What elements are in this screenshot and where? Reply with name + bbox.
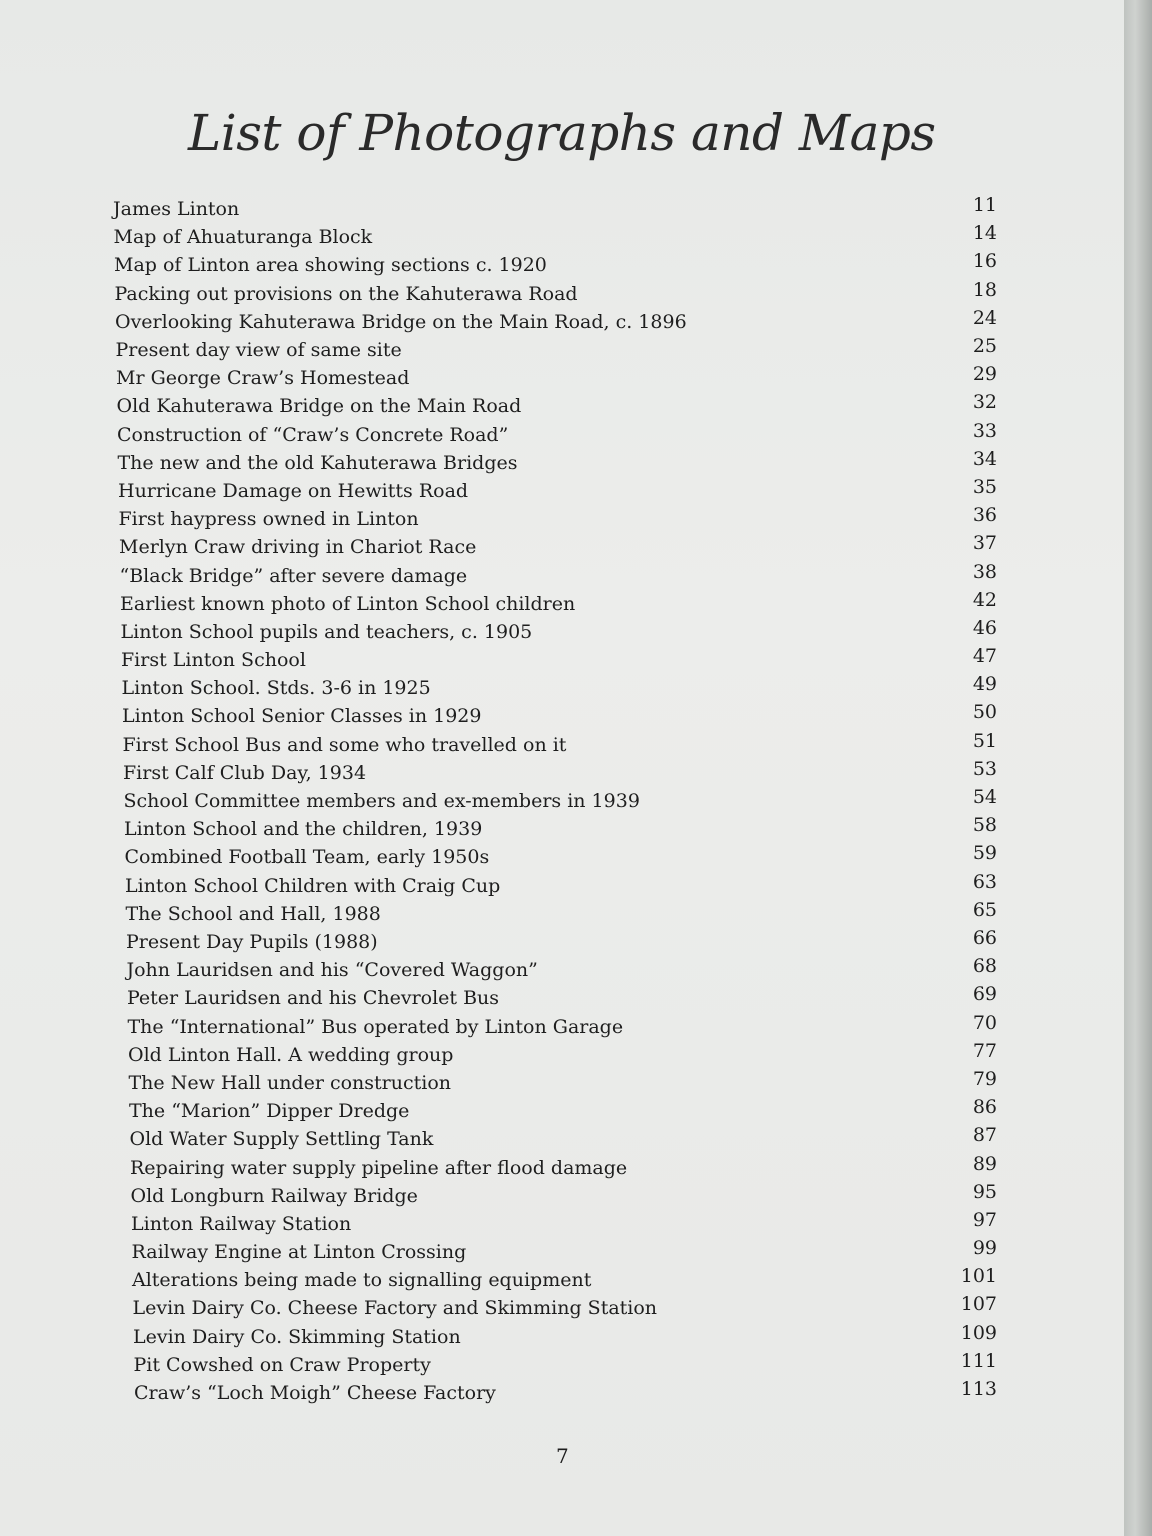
list-item [131,1208,997,1239]
list-item [133,1349,998,1380]
list-item [119,560,998,591]
list-item-page: 95 [972,1180,997,1203]
list-item [126,955,998,985]
list-item [118,475,997,506]
list-item [126,927,997,957]
list-item-page: 33 [972,419,997,442]
list-item-title: The “Marion” Dipper Dredge [129,1100,410,1123]
list-item-page: 86 [972,1096,997,1119]
list-item-page: 109 [960,1321,997,1344]
list-item-title: Old Longburn Railway Bridge [130,1184,418,1207]
list-item-page: 89 [972,1152,997,1175]
list-item-title: The “International” Bus operated by Linton Garage [127,1015,624,1038]
list-item-page: 70 [972,1011,997,1034]
list-item-title: First School Bus and some who travelled on it [122,733,567,756]
list-item-page: 66 [972,927,997,949]
list-item-page: 54 [972,786,997,808]
list-item-title: “Black Bridge” after severe damage [119,564,468,587]
list-item [122,729,998,760]
list-item-page: 107 [960,1293,997,1316]
list-item-page: 25 [972,335,997,357]
list-item-title: Construction of “Craw’s Concrete Road” [117,423,509,446]
list-item [114,250,997,280]
list-item-title: Linton School pupils and teachers, c. 1905 [120,620,533,643]
list-item-page: 50 [972,701,997,724]
list-item-title: First haypress owned in Linton [118,508,419,531]
list-item-title: Linton Railway Station [131,1212,352,1235]
list-item-title: The new and the old Kahuterawa Bridges [117,451,518,474]
list-item-page: 113 [960,1378,997,1400]
list-item-title: Pit Cowshed on Craw Property [133,1353,431,1376]
list-item [124,814,997,844]
list-item-title: Peter Lauridsen and his Chevrolet Bus [127,987,500,1010]
list-item-page: 79 [972,1067,997,1090]
list-item-page: 16 [972,250,997,273]
list-item-page: 77 [972,1039,997,1062]
list-item [125,898,998,929]
list-item-title: Old Water Supply Settling Tank [129,1128,434,1151]
list-item-page: 49 [972,673,997,696]
list-item-title: James Linton [113,198,240,220]
list-item-page: 68 [972,955,997,978]
list-item-title: Alterations being made to signalling equipment [132,1269,592,1292]
list-item-page: 11 [972,194,997,216]
list-item [123,757,997,788]
list-item [115,335,998,365]
list-item-page: 36 [972,504,997,527]
page-title: List of Photographs and Maps [188,104,936,162]
list-item-title: First Linton School [121,649,306,671]
list-item-page: 29 [972,363,997,386]
list-item-title: Packing out provisions on the Kahuterawa Road [114,282,578,305]
list-item-title: Linton School Children with Craig Cup [125,874,501,897]
list-item-page: 59 [972,842,997,865]
list-item-title: Levin Dairy Co. Cheese Factory and Skimming Station [132,1297,658,1320]
list-item-title: Linton School Senior Classes in 1929 [122,705,482,728]
list-item-title: Mr George Craw’s Homestead [116,367,410,390]
list-item [134,1378,997,1408]
list-item-page: 37 [972,532,997,555]
list-item-title: Present day view of same site [115,339,402,361]
list-item-title: First Calf Club Day, 1934 [123,761,367,784]
list-item [123,786,998,816]
list-item-page: 99 [972,1237,997,1259]
list-item [129,1096,997,1126]
list-item [127,983,997,1013]
list-item-page: 34 [972,447,997,470]
list-item [121,645,997,675]
list-item-title: The New Hall under construction [128,1071,452,1094]
list-item [127,1011,998,1042]
list-item-page: 24 [972,306,997,329]
list-item-page: 87 [972,1124,997,1147]
list-item [130,1180,998,1211]
list-item-page: 35 [972,475,997,498]
list-item [116,391,998,421]
list-item [120,588,997,619]
list-item-title: Earliest known photo of Linton School children [120,592,576,615]
list-item [128,1067,998,1098]
list-item [133,1321,997,1352]
list-item-title: School Committee members and ex-members in 1939 [123,790,640,812]
list-item [114,278,998,309]
list-item [121,673,998,703]
list-item-title: Old Linton Hall. A wedding group [128,1043,454,1066]
list-item-page: 65 [972,898,997,921]
list-item [122,701,997,731]
list-item [113,194,997,224]
list-item-page: 32 [972,391,997,414]
list-item-title: Map of Ahuaturanga Block [113,226,373,249]
list-item-title: Linton School and the children, 1939 [124,818,483,841]
list-item-title: The School and Hall, 1988 [125,902,381,925]
list-item [113,222,998,252]
list-item-title: Hurricane Damage on Hewitts Road [118,479,469,502]
list-item-page: 46 [972,616,997,639]
list-item [132,1265,997,1295]
list-item-page: 51 [972,729,997,752]
list-item-title: Railway Engine at Linton Crossing [131,1241,467,1263]
list-item-title: Linton School. Stds. 3-6 in 1925 [121,677,431,700]
list-item [119,532,997,562]
list-item [117,419,997,450]
list-item [128,1039,997,1070]
list-item-title: John Lauridsen and his “Covered Waggon” [126,959,538,982]
list-item [131,1237,998,1267]
list-item [129,1124,998,1154]
list-item [125,870,997,901]
list-item-page: 47 [972,645,997,667]
list-item-title: Overlooking Kahuterawa Bridge on the Main Road, c. 1896 [115,310,687,333]
list-item-title: Map of Linton area showing sections c. 1920 [114,254,547,277]
list-item-title: Repairing water supply pipeline after flood damage [130,1156,628,1179]
list-item-page: 69 [972,983,997,1006]
list-item-page: 53 [972,757,997,780]
list-item-page: 38 [972,560,997,583]
list-item-title: Present Day Pupils (1988) [126,931,378,953]
page-edge [1124,0,1152,1536]
list-item [130,1152,997,1183]
list-item-page: 14 [972,222,997,245]
list-item [116,363,997,393]
list-item-page: 63 [972,870,997,893]
list-item [124,842,998,872]
list-item-page: 58 [972,814,997,837]
list-item-page: 97 [972,1208,997,1231]
list-item [118,504,998,534]
list-item [132,1293,998,1323]
list-item-title: Merlyn Craw driving in Chariot Race [119,536,477,559]
list-item [115,306,997,337]
list-item [117,447,998,478]
list-item-title: Combined Football Team, early 1950s [124,846,490,869]
list-item-page: 101 [960,1265,997,1288]
list-item-page: 18 [972,278,997,301]
list-item-page: 111 [960,1349,997,1372]
page-number: 7 [556,1444,569,1468]
list-item-title: Old Kahuterawa Bridge on the Main Road [116,395,522,418]
list-item-page: 42 [972,588,997,611]
list-item-title: Craw’s “Loch Moigh” Cheese Factory [134,1382,496,1404]
list-item [120,616,998,647]
list-item-title: Levin Dairy Co. Skimming Station [133,1325,461,1348]
